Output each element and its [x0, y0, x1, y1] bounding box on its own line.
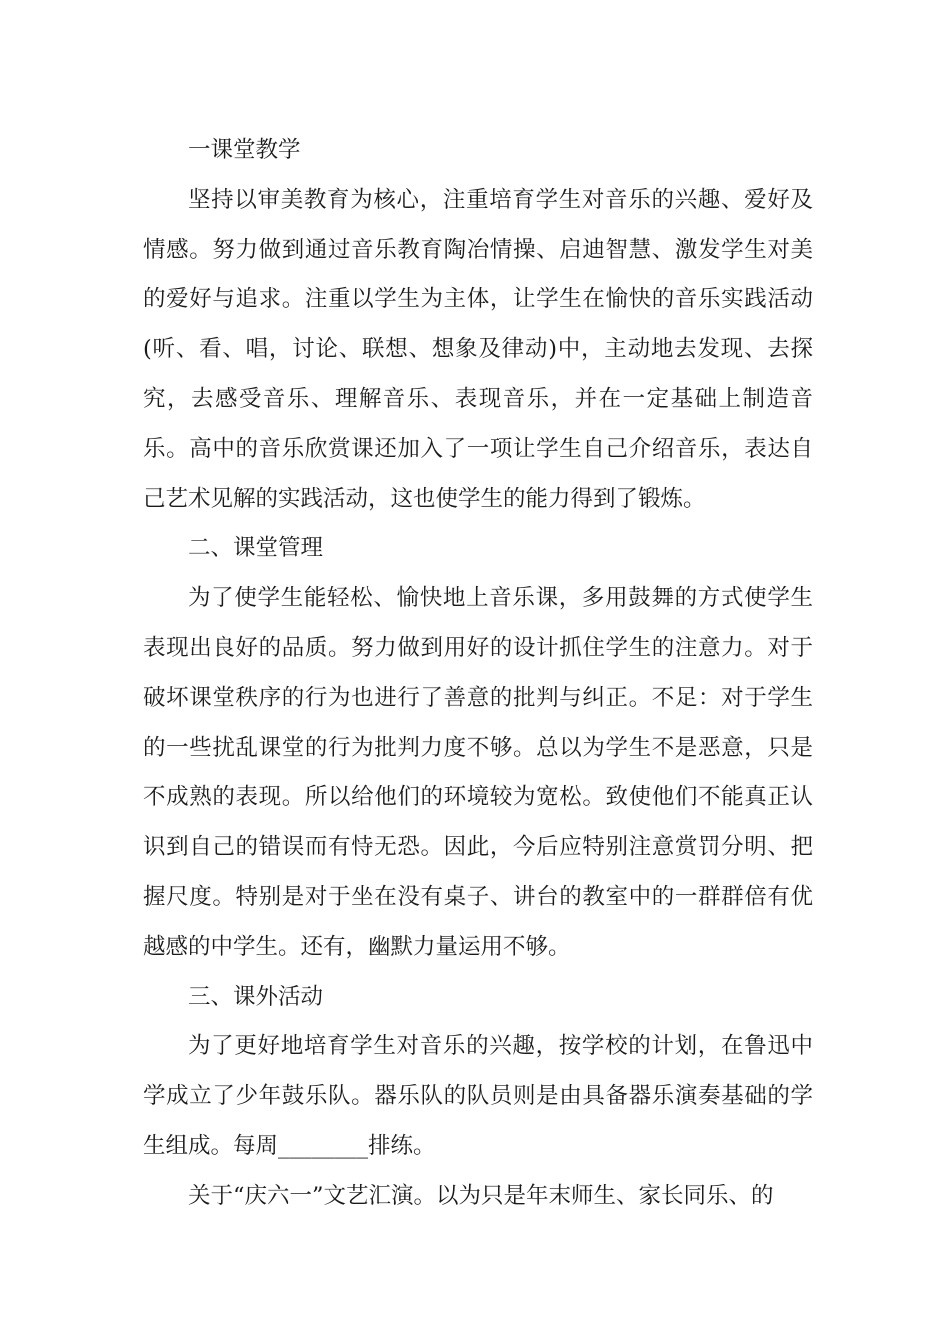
heading-extracurricular-activities: 三、课外活动 — [188, 983, 324, 1010]
heading-classroom-teaching: 一课堂教学 — [188, 137, 301, 163]
paragraph-classroom-teaching: 坚持以审美教育为核心，注重培育学生对音乐的兴趣、爱好及情感。努力做到通过音乐教育陶冶情操、启迪智慧、激发学生对美的爱好与追求。注重以学生为主体，让学生在愉快的音乐实践活动(听、看、唱，讨论、联想、想象及律动)中，主动地去发现、去探究，去感受音乐、理解音乐、表现音乐，并在一定基础上制造音乐。高中的音乐欣赏课还加入了一项让学生自己介绍音乐，表达自己艺术见解的实践活动，这也使学生的能力得到了锻炼。 — [143, 186, 813, 512]
paragraph-extracurricular-activities: 为了更好地培育学生对音乐的兴趣，按学校的计划，在鲁迅中学成立了少年鼓乐队。器乐队的队员则是由具备器乐演奏基础的学生组成。每周________排练。 — [143, 1033, 813, 1159]
document-body — [143, 126, 813, 1222]
paragraph-childrens-day-performance: 关于“庆六一”文艺汇演。以为只是年末师生、家长同乐、的 — [188, 1182, 774, 1209]
paragraph-classroom-management: 为了使学生能轻松、愉快地上音乐课，多用鼓舞的方式使学生表现出良好的品质。努力做到用好的设计抓住学生的注意力。对于破坏课堂秩序的行为也进行了善意的批判与纠正。不足：对于学生的一些扰乱课堂的行为批判力度不够。总以为学生不是恶意，只是不成熟的表现。所以给他们的环境较为宽松。致使他们不能真正认识到自己的错误而有恃无恐。因此，今后应特别注意赏罚分明、把握尺度。特别是对于坐在没有桌子、讲台的教室中的一群群倍有优越感的中学生。还有，幽默力量运用不够。 — [143, 585, 813, 960]
heading-classroom-management: 二、课堂管理 — [188, 535, 324, 562]
